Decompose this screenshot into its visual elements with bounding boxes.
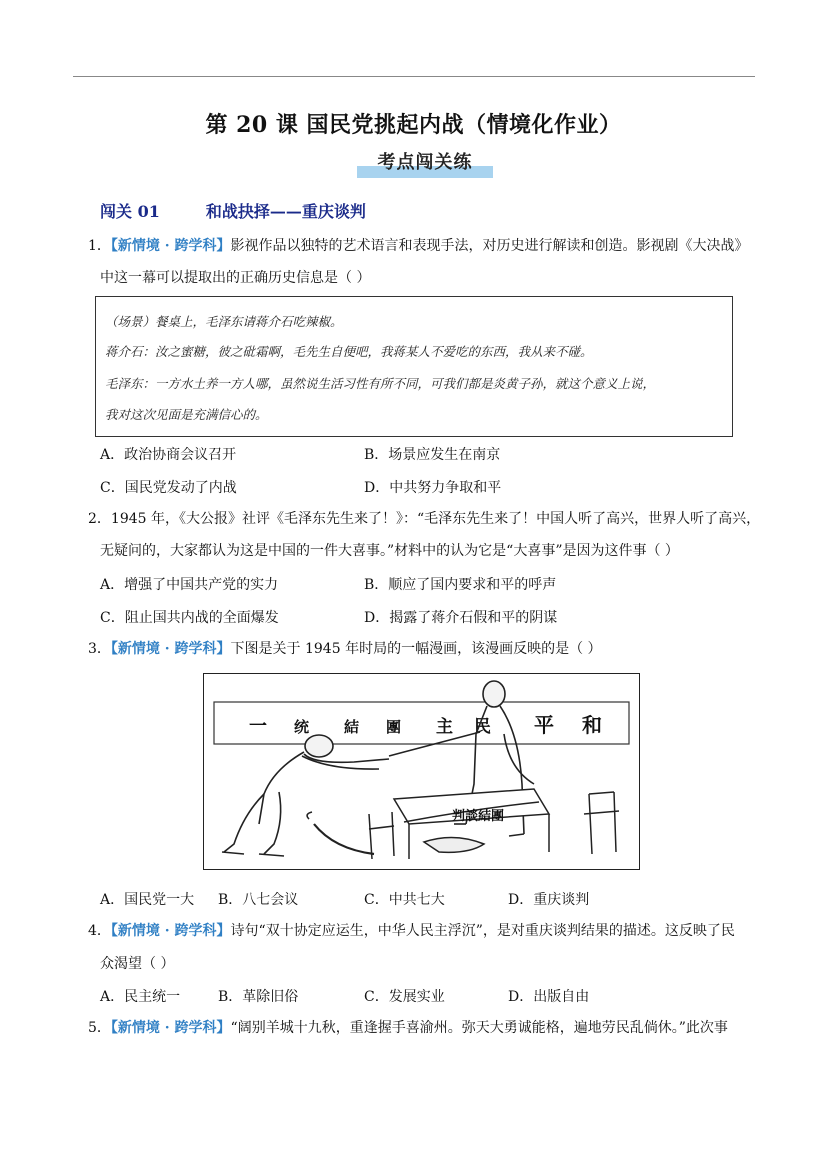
section-badge [357, 148, 493, 178]
question-2 [88, 509, 760, 529]
question-text: 1945 年，《大公报》社评《毛泽东先生来了！》：“毛泽东先生来了！中国人听了高兴，世界人听了高兴， [110, 511, 761, 527]
question-1-cont: 中这一幕可以提取出的正确历史信息是（ ） [100, 270, 371, 286]
question-number: 3． [88, 641, 111, 657]
banner-char: 主 [436, 717, 453, 737]
option-a[interactable]: A．民主统一 [100, 989, 181, 1005]
option-d[interactable]: D．重庆谈判 [508, 892, 590, 908]
banner-char: 和 [582, 713, 602, 737]
banner-char: 一 [249, 716, 267, 737]
question-number: 4． [88, 923, 111, 939]
excerpt-line: 蒋介石：汝之蜜糖，彼之砒霜啊，毛先生自便吧，我蒋某人不爱吃的东西，我从来不碰。 [105, 344, 593, 359]
section-title: 和战抉择——重庆谈判 [205, 202, 366, 221]
section-label: 闯关 01 [100, 202, 160, 221]
banner-char: 民 [474, 717, 491, 737]
option-c[interactable]: C．阻止国共内战的全面爆发 [100, 610, 279, 626]
page-title: 第 20 课 国民党挑起内战（情境化作业） [205, 112, 622, 138]
question-1 [88, 236, 749, 256]
question-2-cont: 无疑问的，大家都认为这是中国的一件大喜事。”材料中的认为它是“大喜事”是因为这件事（ ） [100, 543, 679, 559]
header-rule [73, 76, 755, 77]
option-b[interactable]: B．八七会议 [218, 892, 299, 908]
question-tag: 【新情境 · 跨学科】 [110, 1020, 231, 1036]
question-tag: 【新情境 · 跨学科】 [110, 238, 231, 254]
question-number: 2． [88, 511, 111, 527]
option-a[interactable]: A．增强了中国共产党的实力 [100, 577, 279, 593]
question-4 [88, 921, 735, 941]
question-4-cont: 众渴望（ ） [100, 956, 175, 972]
option-d[interactable]: D．揭露了蒋介石假和平的阴谋 [364, 610, 558, 626]
tablecloth-label: 判談結團 [452, 809, 505, 824]
question-text: “阔别羊城十九秋，重逢握手喜渝州。弥天大勇诚能格，遍地劳民乱倘休。”此次事 [230, 1020, 728, 1036]
question-5 [88, 1018, 728, 1038]
banner-char: 平 [534, 713, 554, 737]
question-tag: 【新情境 · 跨学科】 [110, 923, 231, 939]
wall-banner [214, 702, 629, 744]
option-b[interactable]: B．顺应了国内要求和平的呼声 [364, 577, 557, 593]
option-a[interactable]: A．政治协商会议召开 [100, 447, 237, 463]
banner-char: 统 [294, 718, 310, 736]
banner-char: 結 [344, 718, 360, 736]
option-d[interactable]: D．中共努力争取和平 [364, 480, 502, 496]
question-number: 1． [88, 238, 111, 254]
animal-under-table [424, 837, 484, 852]
option-b[interactable]: B．革除旧俗 [218, 989, 299, 1005]
question-number: 5． [88, 1020, 111, 1036]
left-figure [222, 735, 389, 856]
political-cartoon [203, 673, 640, 870]
option-d[interactable]: D．出版自由 [508, 989, 590, 1005]
excerpt-line: 我对这次见面是充满信心的。 [105, 407, 268, 422]
question-3 [88, 639, 602, 659]
excerpt-line: 毛泽东：一方水土养一方人哪，虽然说生活习性有所不同，可我们都是炎黄子孙，就这个意义上说， [105, 376, 656, 391]
option-b[interactable]: B．场景应发生在南京 [364, 447, 501, 463]
section-heading [100, 199, 366, 222]
option-c[interactable]: C．国民党发动了内战 [100, 480, 237, 496]
option-c[interactable]: C．发展实业 [364, 989, 445, 1005]
badge-label: 考点闯关练 [377, 152, 473, 173]
banner-char: 團 [386, 718, 402, 736]
question-text: 影视作品以独特的艺术语言和表现手法，对历史进行解读和创造。影视剧《大决战》 [230, 238, 749, 254]
option-c[interactable]: C．中共七大 [364, 892, 445, 908]
excerpt-line: （场景）餐桌上，毛泽东请蒋介石吃辣椒。 [105, 314, 343, 329]
question-text: 下图是关于 1945 年时局的一幅漫画，该漫画反映的是（ ） [230, 641, 602, 657]
question-tag: 【新情境 · 跨学科】 [110, 641, 231, 657]
option-a[interactable]: A．国民党一大 [100, 892, 195, 908]
question-text: 诗句“双十协定应运生，中华人民主浮沉”，是对重庆谈判结果的描述。这反映了民 [230, 923, 735, 939]
script-excerpt-box [95, 296, 733, 437]
